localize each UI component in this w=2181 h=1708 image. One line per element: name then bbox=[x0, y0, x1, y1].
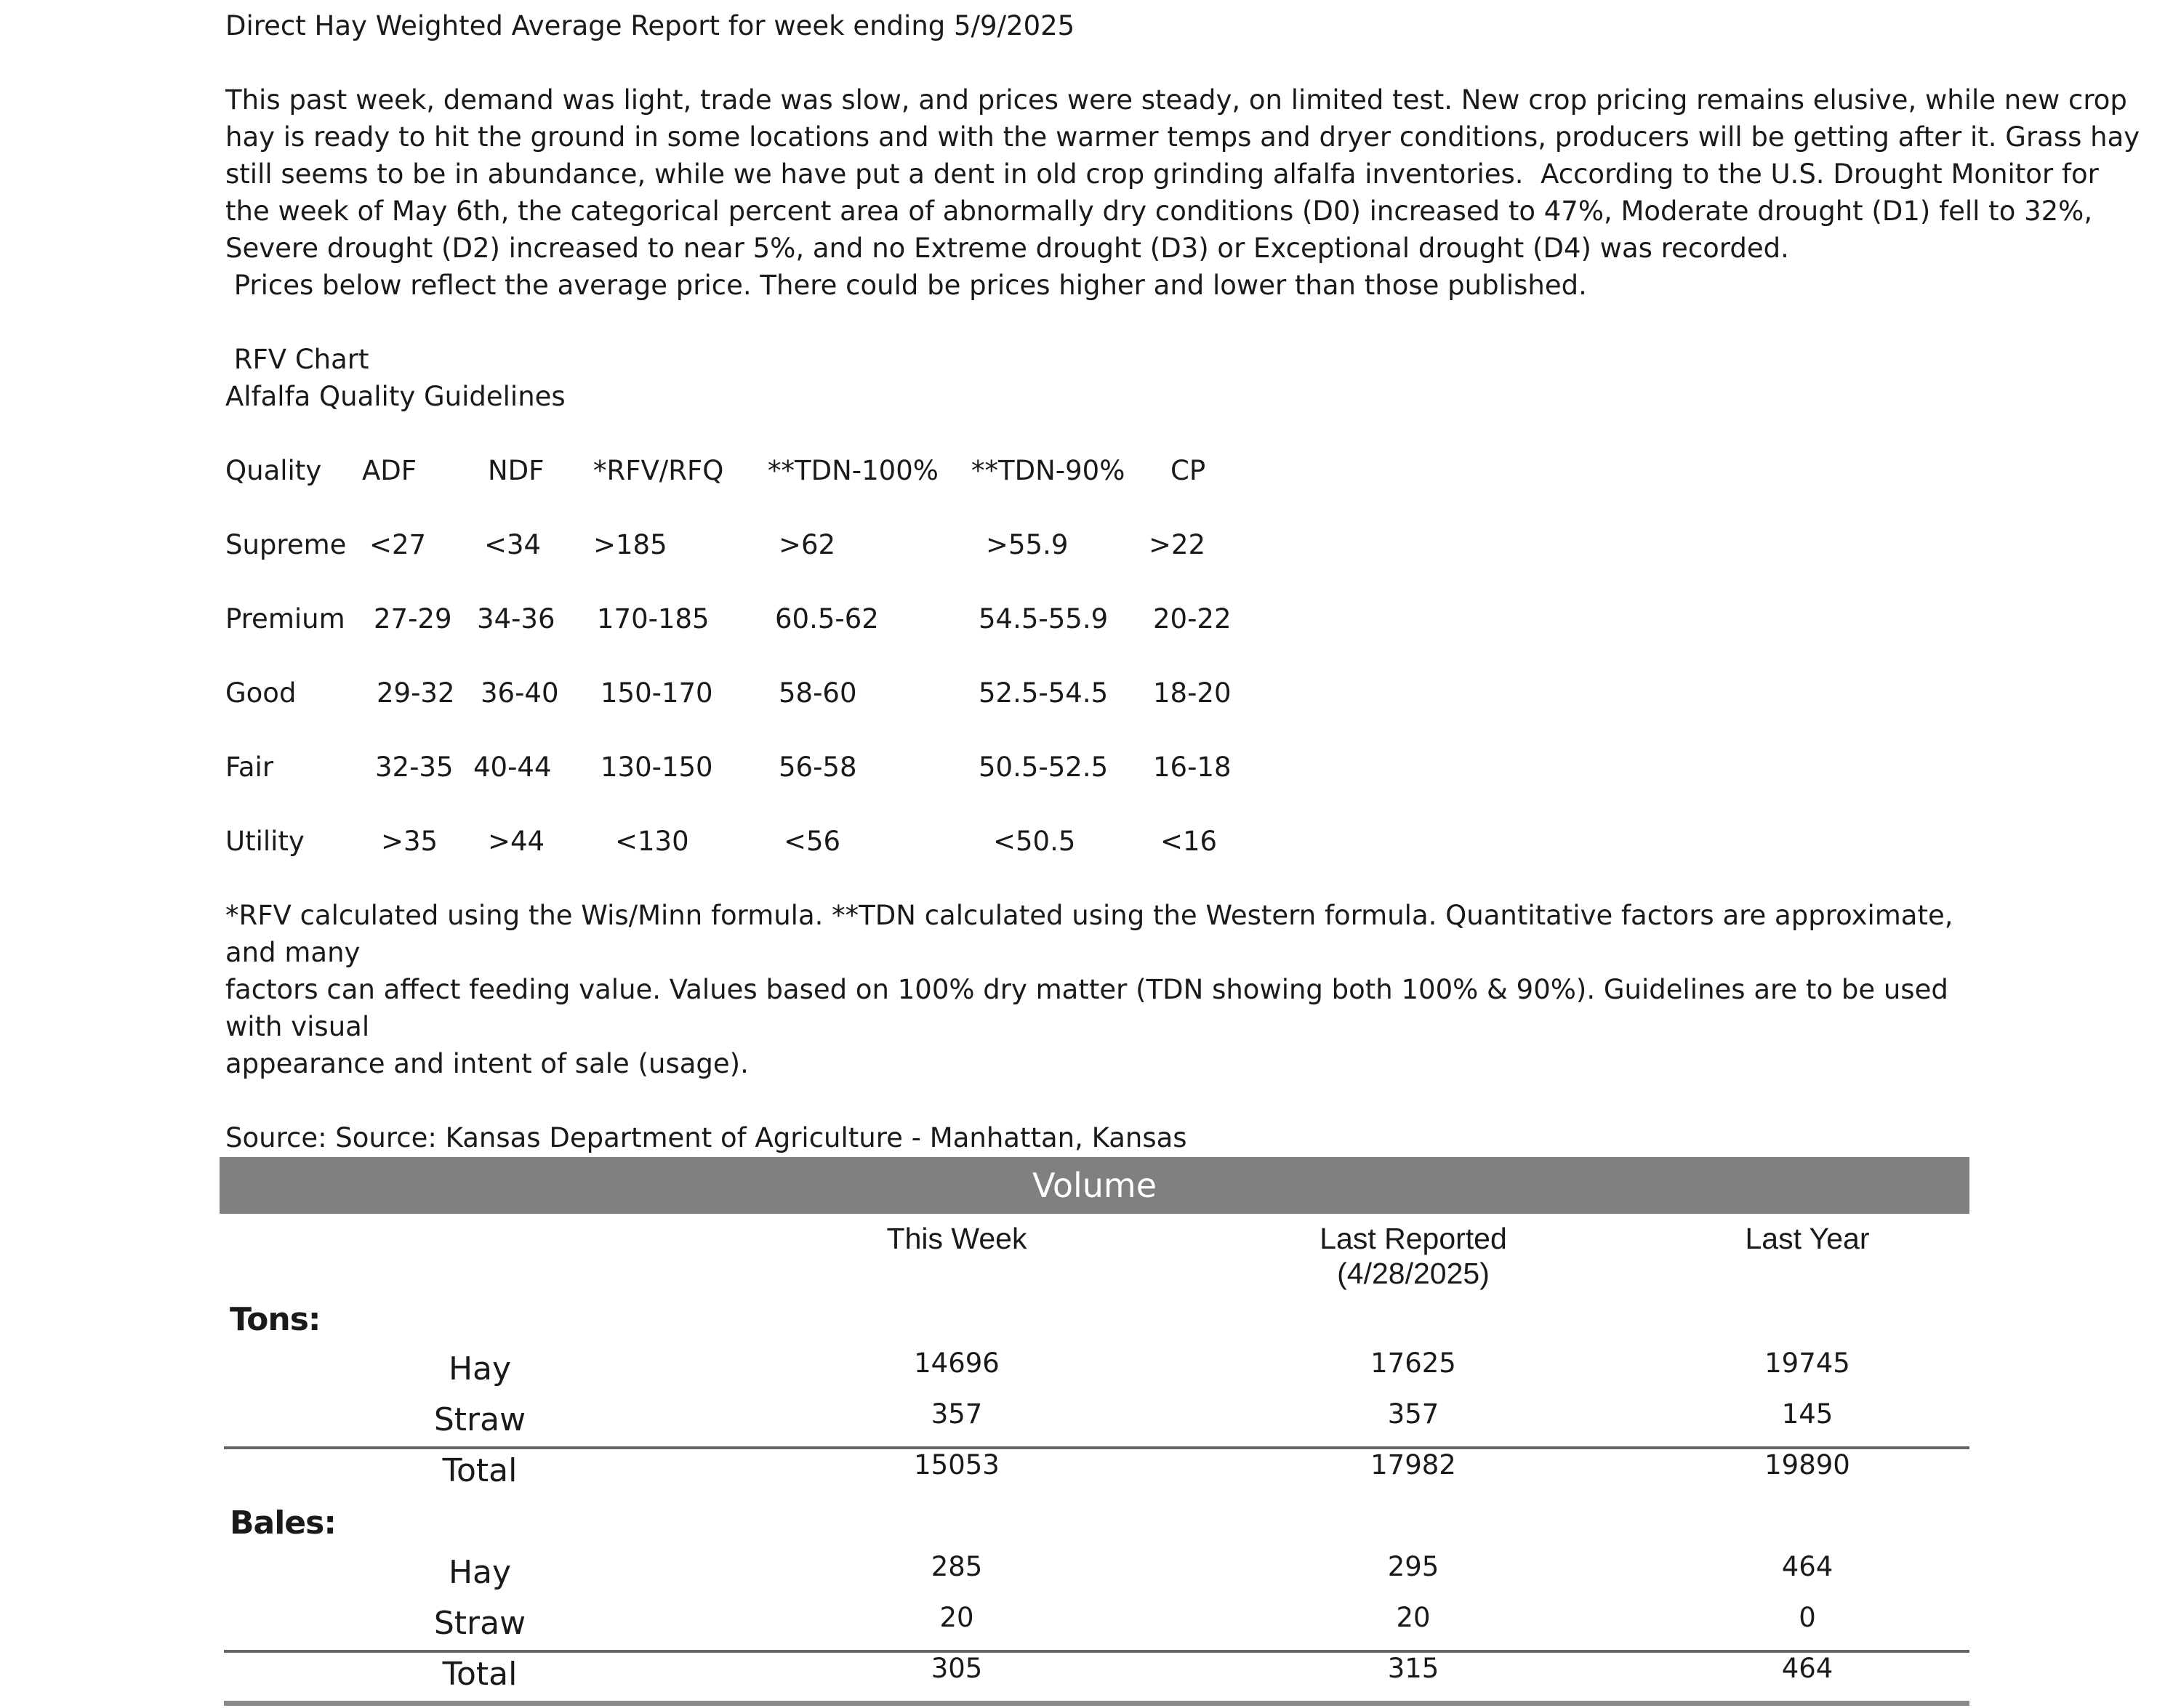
footnote-line: factors can affect feeding value. Values based on 100% dry matter (TDN showing both 100% & 90%). Guidelines are to be used with visual bbox=[225, 974, 1948, 1042]
section-label: Bales: bbox=[230, 1504, 336, 1542]
rfv-cell: <27 bbox=[369, 529, 427, 560]
rfv-cell: 130-150 bbox=[601, 752, 713, 783]
footnote-line: *RFV calculated using the Wis/Minn formula. **TDN calculated using the Western formula. Quantitative factors are approximate, and many bbox=[225, 900, 1953, 968]
rfv-cell: 54.5-55.9 bbox=[979, 603, 1109, 635]
rfv-cell: 60.5-62 bbox=[775, 603, 879, 635]
last-reported-value: 20 bbox=[1396, 1602, 1431, 1633]
section-bales bbox=[220, 1497, 1969, 1548]
rfv-cell: Premium bbox=[225, 603, 345, 635]
footnote bbox=[225, 897, 1970, 1082]
rfv-cell: 52.5-54.5 bbox=[979, 677, 1109, 709]
rfv-header-cell: ADF bbox=[362, 455, 417, 486]
source-line: Source: Source: Kansas Department of Agriculture - Manhattan, Kansas bbox=[225, 1122, 1187, 1153]
rfv-row-premium bbox=[225, 600, 1970, 674]
rfv-cell: Good bbox=[225, 677, 297, 709]
rfv-header-cell: *RFV/RFQ bbox=[593, 455, 724, 486]
summary-line: the week of May 6th, the categorical percent area of abnormally dry conditions (D0) increased to 47%, Moderate drought (D1) fell to 32%, bbox=[225, 196, 2093, 227]
this-week-value: 15053 bbox=[914, 1449, 1000, 1481]
row-label: Total bbox=[442, 1656, 518, 1693]
rfv-cell: >35 bbox=[381, 826, 438, 857]
rfv-cell: 58-60 bbox=[779, 677, 857, 709]
report-page bbox=[225, 7, 2140, 1193]
rfv-header-cell: CP bbox=[1170, 455, 1206, 486]
rfv-cell: 150-170 bbox=[601, 677, 713, 709]
rfv-cell: >62 bbox=[779, 529, 836, 560]
rfv-header-cell: **TDN-100% bbox=[768, 455, 939, 486]
summary-line: still seems to be in abundance, while we have put a dent in old crop grinding alfalfa inventories. According to the U.S. Drought Monitor for bbox=[225, 158, 2099, 190]
col-last-reported-label: Last Reported bbox=[1320, 1222, 1507, 1255]
rfv-header-cell: **TDN-90% bbox=[971, 455, 1125, 486]
rfv-cell: 36-40 bbox=[481, 677, 559, 709]
summary-line: Severe drought (D2) increased to near 5%, and no Extreme drought (D3) or Exceptional drought (D4) was recorded. bbox=[225, 233, 1789, 264]
rfv-header-cell: NDF bbox=[488, 455, 545, 486]
rfv-cell: 20-22 bbox=[1153, 603, 1232, 635]
rfv-header-cell: Quality bbox=[225, 455, 322, 486]
last-reported-value: 17982 bbox=[1370, 1449, 1456, 1481]
last-reported-value: 357 bbox=[1387, 1398, 1439, 1430]
this-week-value: 20 bbox=[939, 1602, 974, 1633]
rfv-cell: 16-18 bbox=[1153, 752, 1232, 783]
row-label: Straw bbox=[433, 1605, 526, 1642]
last-year-value: 464 bbox=[1781, 1551, 1833, 1582]
rfv-cell: 170-185 bbox=[597, 603, 710, 635]
last-reported-value: 17625 bbox=[1370, 1348, 1456, 1379]
col-last-year: Last Year bbox=[1745, 1222, 1870, 1255]
market-summary bbox=[225, 81, 2140, 304]
guidelines-label: Alfalfa Quality Guidelines bbox=[225, 381, 566, 412]
last-reported-value: 295 bbox=[1387, 1551, 1439, 1582]
this-week-value: 285 bbox=[931, 1551, 983, 1582]
rfv-cell: Fair bbox=[225, 752, 274, 783]
col-last-reported bbox=[1268, 1221, 1559, 1291]
rfv-table bbox=[225, 452, 1970, 897]
rfv-cell: <34 bbox=[484, 529, 542, 560]
rfv-row-utility bbox=[225, 823, 1970, 897]
spacer bbox=[225, 415, 1970, 452]
rfv-cell: >185 bbox=[593, 529, 667, 560]
rfv-cell: <16 bbox=[1160, 826, 1218, 857]
summary-line: Prices below reflect the average price. There could be prices higher and lower than those published. bbox=[225, 270, 1587, 301]
rfv-cell: <130 bbox=[615, 826, 689, 857]
rfv-cell: <56 bbox=[784, 826, 841, 857]
spacer bbox=[225, 44, 1970, 81]
rfv-chart-label: RFV Chart bbox=[225, 344, 369, 375]
this-week-value: 357 bbox=[931, 1398, 983, 1430]
row-label: Straw bbox=[433, 1401, 526, 1438]
table-row-total bbox=[220, 1650, 1969, 1701]
col-last-reported-date: (4/28/2025) bbox=[1337, 1257, 1490, 1290]
rfv-cell: 29-32 bbox=[377, 677, 455, 709]
volume-title: Volume bbox=[220, 1157, 1969, 1214]
rfv-cell: 40-44 bbox=[473, 752, 552, 783]
row-label: Hay bbox=[448, 1554, 512, 1591]
table-row bbox=[220, 1345, 1969, 1395]
row-label: Hay bbox=[448, 1350, 512, 1387]
table-row bbox=[220, 1395, 1969, 1446]
rfv-cell: 50.5-52.5 bbox=[979, 752, 1109, 783]
bottom-divider bbox=[224, 1701, 1969, 1706]
table-row-total bbox=[220, 1446, 1969, 1497]
last-year-value: 19890 bbox=[1764, 1449, 1850, 1481]
rfv-cell: >44 bbox=[488, 826, 545, 857]
rfv-header-row bbox=[225, 452, 1970, 526]
this-week-value: 305 bbox=[931, 1653, 983, 1684]
section-label: Tons: bbox=[230, 1301, 321, 1338]
spacer bbox=[225, 304, 1970, 341]
summary-line: hay is ready to hit the ground in some locations and with the warmer temps and dryer conditions, producers will be getting after it. Grass hay bbox=[225, 121, 2140, 153]
rfv-row-good bbox=[225, 674, 1970, 749]
rfv-cell: 34-36 bbox=[477, 603, 555, 635]
last-year-value: 464 bbox=[1781, 1653, 1833, 1684]
rfv-cell: Supreme bbox=[225, 529, 347, 560]
last-reported-value: 315 bbox=[1387, 1653, 1439, 1684]
table-row bbox=[220, 1599, 1969, 1650]
volume-table bbox=[220, 1157, 1969, 1708]
row-label: Total bbox=[442, 1452, 518, 1489]
rfv-cell: Utility bbox=[225, 826, 305, 857]
this-week-value: 14696 bbox=[914, 1348, 1000, 1379]
rfv-cell: <50.5 bbox=[993, 826, 1076, 857]
rfv-cell: 56-58 bbox=[779, 752, 857, 783]
col-this-week: This Week bbox=[886, 1222, 1027, 1255]
rfv-cell: >55.9 bbox=[986, 529, 1069, 560]
last-year-value: 0 bbox=[1799, 1602, 1816, 1633]
rfv-cell: 27-29 bbox=[374, 603, 452, 635]
rfv-cell: 32-35 bbox=[375, 752, 454, 783]
summary-line: This past week, demand was light, trade was slow, and prices were steady, on limited test. New crop pricing remains elusive, while new crop bbox=[225, 84, 2127, 116]
spacer bbox=[225, 1082, 1970, 1119]
rfv-row-fair bbox=[225, 749, 1970, 823]
rfv-cell: 18-20 bbox=[1153, 677, 1232, 709]
last-year-value: 145 bbox=[1781, 1398, 1833, 1430]
volume-column-headers bbox=[220, 1214, 1969, 1294]
last-year-value: 19745 bbox=[1764, 1348, 1850, 1379]
rfv-row-supreme bbox=[225, 526, 1970, 600]
report-title: Direct Hay Weighted Average Report for week ending 5/9/2025 bbox=[225, 10, 1075, 41]
rfv-cell: >22 bbox=[1149, 529, 1206, 560]
section-tons bbox=[220, 1294, 1969, 1345]
table-row bbox=[220, 1548, 1969, 1599]
footnote-line: appearance and intent of sale (usage). bbox=[225, 1048, 749, 1079]
